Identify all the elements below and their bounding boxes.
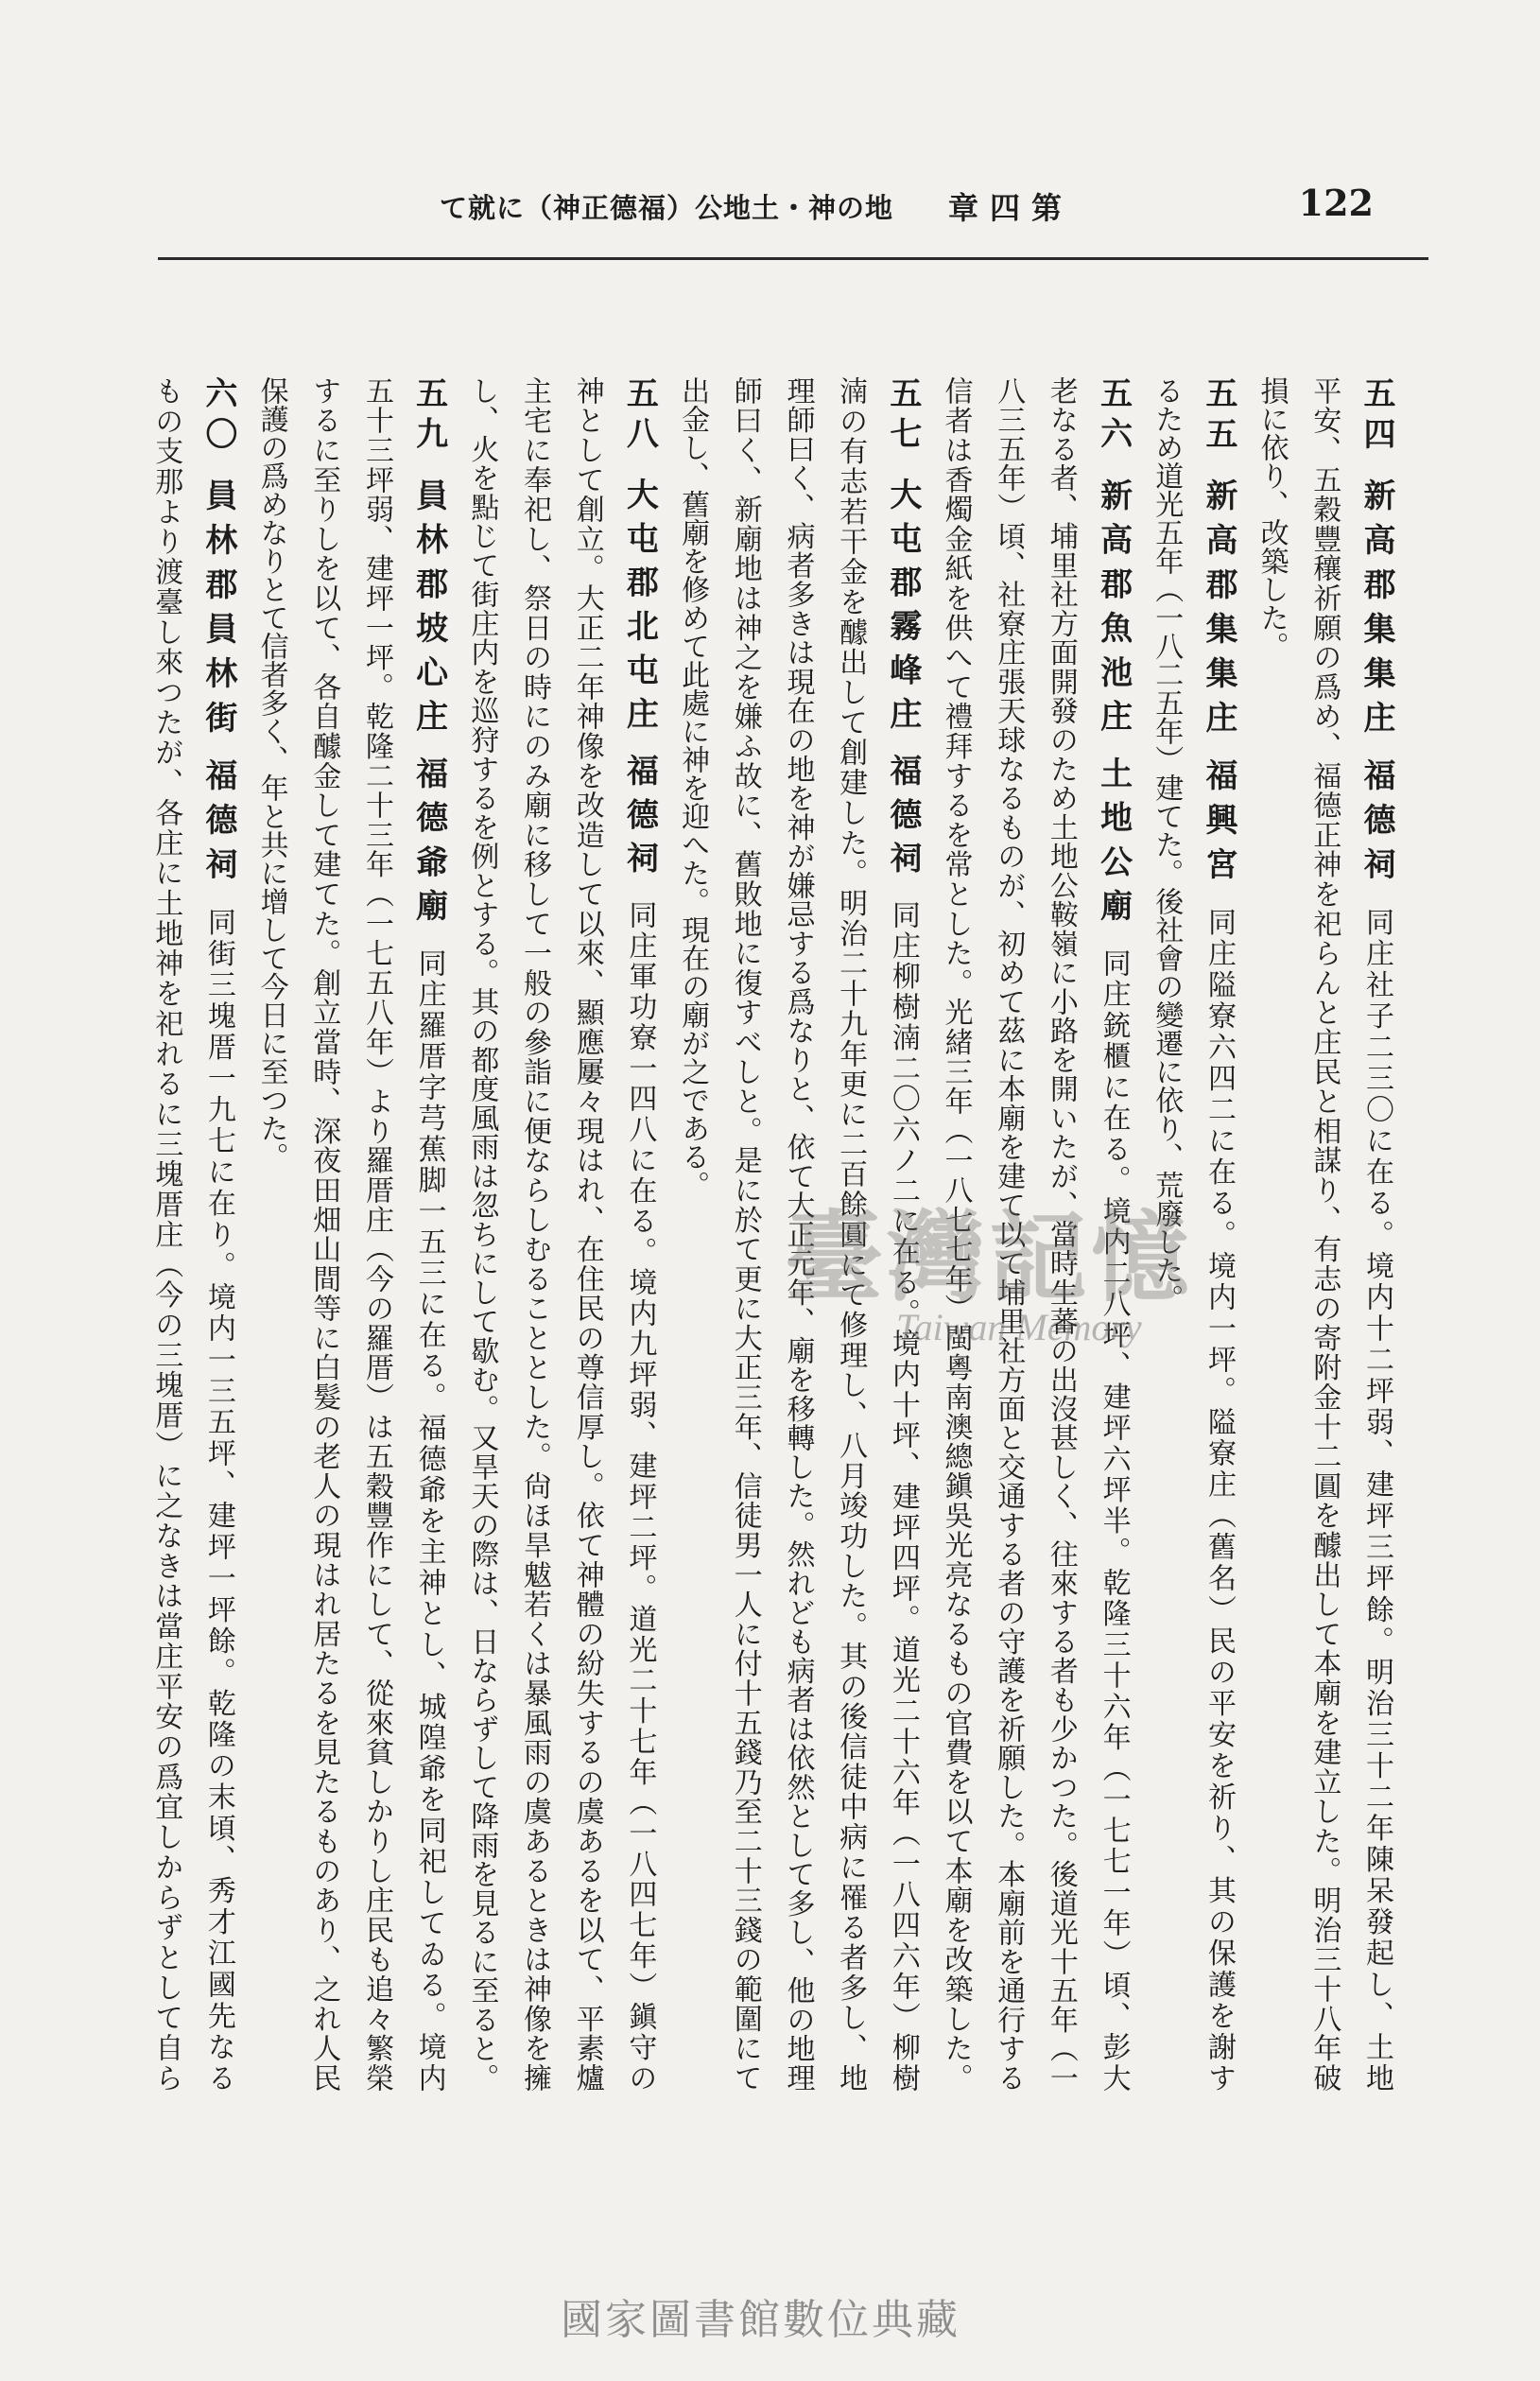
text-column: 主宅に奉祀し、祭日の時にのみ廟に移して一般の參詣に便ならしむることとした。尙ほ旱魃若くは暴風雨の虞あるときは神像を擁 bbox=[518, 376, 551, 2092]
entry-shrine: 福德祠 bbox=[883, 753, 922, 886]
text-column: 神として創立。大正二年神像を改造して以來、顯應屢々現はれ、在住民の尊信厚し。依て神體の紛失するの虞あるを以て、平素爐 bbox=[570, 376, 604, 2092]
entry-text: 同庄隘寮六四二に在る。境内一坪。隘寮庄（舊名）民の平安を祈り、其の保護を謝す bbox=[1202, 907, 1236, 2092]
text-column: 五十三坪弱、建坪一坪。乾隆二十三年（一七五八年）より羅厝庄（今の羅厝）は五穀豐作にして、從來貧しかりし庄民も追々繁榮 bbox=[359, 376, 393, 2092]
entry-number: 五五 bbox=[1199, 376, 1237, 459]
text-column: 損に依り、改築した。 bbox=[1254, 376, 1289, 660]
entry-location: 員林郡坡心庄 bbox=[409, 478, 448, 743]
text-column: し、火を點じて街庄内を巡狩するを例とする。其の都度風雨は忽ちにして歇む。又旱天の際は、日ならずして降雨を見るに至ると。 bbox=[465, 376, 499, 2092]
text-column bbox=[1192, 376, 1245, 2092]
text-column: もの支那より渡臺し來つたが、各庄に土地神を祀れるに三塊厝庄（今の三塊厝）に之なきは當庄平安の爲宜しからずとして自ら bbox=[149, 376, 183, 2092]
running-title: 地の神・土地公（福德正神）に就て bbox=[439, 192, 893, 224]
entry-text: 同庄社子二三〇に在る。境内十二坪弱、建坪三坪餘。明治三十二年陳呆發起し、土地 bbox=[1360, 907, 1393, 2092]
entry-location: 員林郡員林街 bbox=[199, 478, 237, 746]
entry-location: 大屯郡霧峰庄 bbox=[883, 477, 922, 740]
text-column: するに至りしを以て、各自醵金して建てた。創立當時、深夜田畑山間等に白髮の老人の現はれ居たるを見たるものあり、之れ人民 bbox=[307, 376, 341, 2092]
entry-shrine: 福興宮 bbox=[1199, 758, 1237, 893]
entry-location: 新高郡集集庄 bbox=[1358, 478, 1395, 746]
text-column: るため道光五年（一八二五年）建てた。後社會の變遷に依り、荒廢した。 bbox=[1150, 376, 1184, 1312]
entry-shrine: 土地公廟 bbox=[1094, 756, 1133, 933]
watermark-subtitle: Taiwan Memory bbox=[896, 1306, 1142, 1348]
entry-number: 六〇 bbox=[199, 376, 237, 459]
entry-text: 同庄羅厝字芎蕉脚一五三に在る。福德爺を主神とし、城隍爺を同祀してゐる。境内 bbox=[412, 948, 446, 2092]
footer-collection-label: 國家圖書館數位典藏 bbox=[561, 2296, 960, 2344]
chapter-label: 第四章 bbox=[947, 190, 1073, 226]
entry-number: 五六 bbox=[1094, 376, 1133, 458]
entry-shrine: 福德祠 bbox=[620, 753, 659, 886]
text-column: 信者は香燭金紙を供へて禮拜するを常とした。光緒三年（一八七七年）閩粵南澳總鎭吳光亮なるもの官費を以て本廟を改築した。 bbox=[939, 376, 973, 2092]
entry-location: 新高郡集集庄 bbox=[1199, 478, 1237, 746]
header-rule bbox=[158, 257, 1428, 260]
text-column bbox=[876, 376, 929, 2092]
text-column: 平安、五穀豐穰祈願の爲め、福德正神を祀らんと庄民と相謀り、有志の寄附金十二圓を醵出して本廟を建立した。明治三十八年破 bbox=[1307, 376, 1341, 2092]
text-column: 師曰く、新廟地は神之を嫌ふ故に、舊敗地に復すべしと。是に於て更に大正三年、信徒男一人に付十五錢乃至二十三錢の範圍にて bbox=[728, 376, 762, 2092]
text-column bbox=[403, 376, 456, 2092]
entry-number: 五七 bbox=[883, 376, 922, 457]
entry-text: 同街三塊厝一九七に在り。境内一三五坪、建坪一坪餘。乾隆の末頃、秀才江國先なる bbox=[201, 907, 235, 2092]
entry-location: 新高郡魚池庄 bbox=[1094, 478, 1133, 743]
text-column bbox=[614, 376, 666, 2092]
page-number: 122 bbox=[1298, 182, 1374, 224]
text-column: 湳の有志若干金を醵出して創建した。明治二十九年更に二百餘圓にて修理し、八月竣功した。其の後信徒中病に罹る者多し、地 bbox=[834, 376, 868, 2092]
text-column: 理師曰く、病者多きは現在の地を神が嫌忌する爲なりと、依て大正元年、廟を移轉した。然れども病者は依然として多し、他の地理 bbox=[781, 376, 815, 2092]
entry-text: 同庄軍功寮一四八に在る。境内九坪弱、建坪二坪。道光二十七年（一八四七年）鎭守の bbox=[623, 900, 657, 2092]
entry-number: 五八 bbox=[620, 376, 659, 457]
entry-number: 五四 bbox=[1358, 376, 1395, 459]
text-column: 八三五年）頃、社寮庄張天球なるものが、初めて茲に本廟を建て以て埔里社方面と交通する者の守護を祈願した。本廟前を通行する bbox=[992, 376, 1026, 2092]
text-column: 保護の爲めなりとて信者多く、年と共に增して今日に至つた。 bbox=[254, 376, 288, 1171]
entry-number: 五九 bbox=[409, 376, 448, 458]
body-text bbox=[139, 376, 1403, 2092]
entry-shrine: 福德祠 bbox=[1358, 758, 1395, 893]
text-column: 老なる者、埔里社方面開發のため土地公鞍嶺に小路を開いたが、當時生蕃の出沒甚しく、往來する者も少かつた。後道光十五年（一 bbox=[1044, 376, 1078, 2092]
text-column: 出金し、舊廟を修めて此處に神を迎へた。現在の廟が之である。 bbox=[676, 376, 710, 1199]
watermark-logo: 臺灣記憶 bbox=[785, 1199, 1194, 1315]
entry-location: 大屯郡北屯庄 bbox=[620, 477, 659, 740]
text-column bbox=[192, 376, 245, 2092]
entry-text: 同庄柳樹湳二〇六ノ二に在る。境内十坪、建坪四坪。道光二十六年（一八四六年）柳樹 bbox=[886, 900, 920, 2092]
entry-shrine: 福德爺廟 bbox=[409, 756, 448, 933]
entry-text: 同庄銃櫃に在る。境内二八坪、建坪六坪半。乾隆三十六年（一七七一年）頃、彭大 bbox=[1097, 948, 1131, 2092]
text-column bbox=[1087, 376, 1140, 2092]
entry-shrine: 福德祠 bbox=[199, 758, 237, 893]
text-column bbox=[1350, 376, 1403, 2092]
